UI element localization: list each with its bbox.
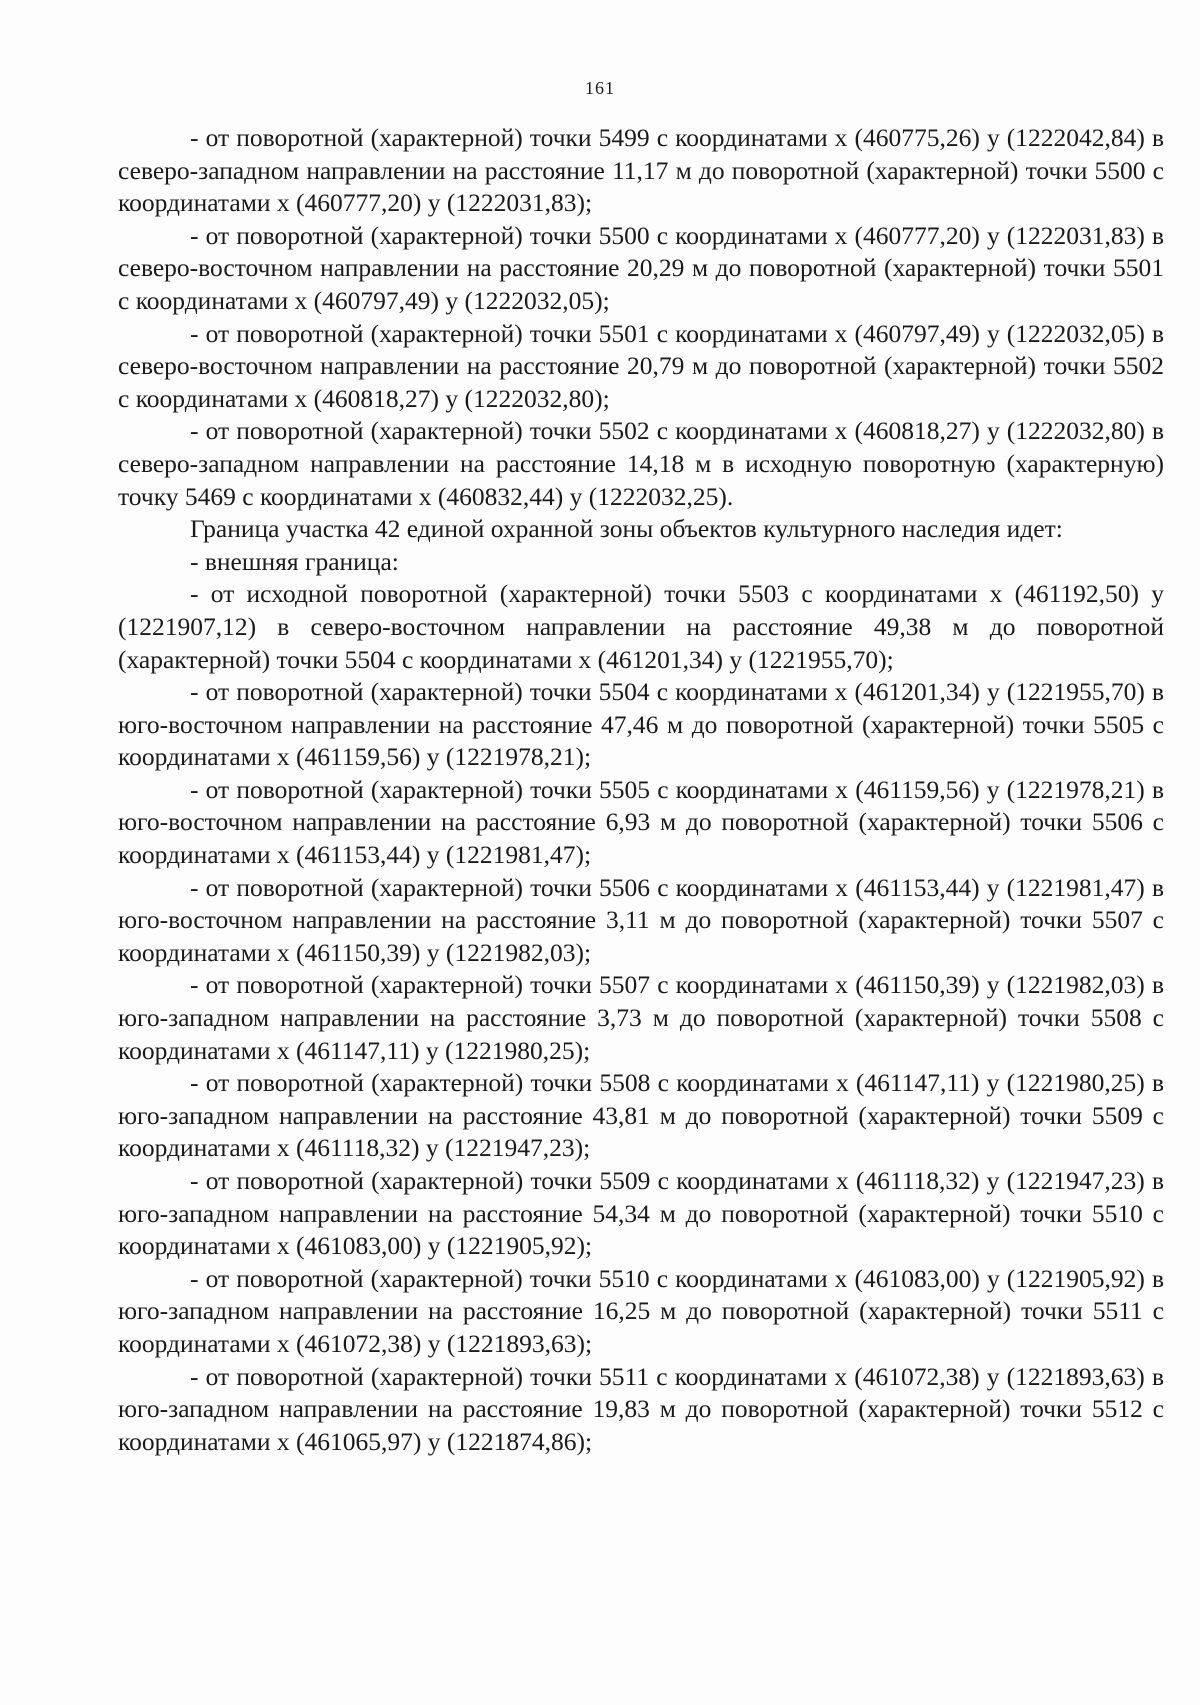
paragraph-point-5509: - от поворотной (характерной) точки 5509 с координатами x (461118,32) y (1221947,23) в юго-западном направлении на расстояние 54,34 м до поворотной (характерной) точки 5510 с координатами x (461083,00) y (1221905,92);	[118, 1166, 1164, 1261]
paragraph-section-42-heading: Граница участка 42 единой охранной зоны объектов культурного наследия идет:	[190, 514, 1063, 544]
document-body	[118, 122, 1164, 1458]
paragraph-point-5505: - от поворотной (характерной) точки 5505 с координатами x (461159,56) y (1221978,21) в юго-восточном направлении на расстояние 6,93 м до поворотной (характерной) точки 5506 с координатами x (461153,44) y (1221981,47);	[118, 774, 1164, 870]
paragraph-point-5504: - от поворотной (характерной) точки 5504 с координатами x (461201,34) y (1221955,70) в юго-восточном направлении на расстояние 47,46 м до поворотной (характерной) точки 5505 с координатами x (461159,56) y (1221978,21);	[118, 677, 1164, 772]
paragraph-point-5501: - от поворотной (характерной) точки 5501 с координатами x (460797,49) y (1222032,05) в северо-восточном направлении на расстояние 20,79 м до поворотной (характерной) точки 5502 с координатами x (460818,27) y (1222032,80);	[118, 318, 1164, 413]
paragraph-point-5508: - от поворотной (характерной) точки 5508 с координатами x (461147,11) y (1221980,25) в юго-западном направлении на расстояние 43,81 м до поворотной (характерной) точки 5509 с координатами x (461118,32) y (1221947,23);	[118, 1068, 1164, 1163]
paragraph-point-5511: - от поворотной (характерной) точки 5511 с координатами x (461072,38) y (1221893,63) в юго-западном направлении на расстояние 19,83 м до поворотной (характерной) точки 5512 с координатами x (461065,97) y (1221874,86);	[118, 1361, 1164, 1456]
paragraph-point-5510: - от поворотной (характерной) точки 5510 с координатами x (461083,00) y (1221905,92) в юго-западном направлении на расстояние 16,25 м до поворотной (характерной) точки 5511 с координатами x (461072,38) y (1221893,63);	[118, 1263, 1164, 1358]
paragraph-point-5502: - от поворотной (характерной) точки 5502 с координатами x (460818,27) y (1222032,80) в северо-западном направлении на расстояние 14,18 м в исходную поворотную (характерную) точку 5469 с координатами x (460832,44) y (1222032,25).	[118, 416, 1164, 511]
paragraph-point-5500: - от поворотной (характерной) точки 5500 с координатами x (460777,20) y (1222031,83) в северо-восточном направлении на расстояние 20,29 м до поворотной (характерной) точки 5501 с координатами x (460797,49) y (1222032,05);	[118, 220, 1164, 315]
paragraph-point-5499: - от поворотной (характерной) точки 5499 с координатами x (460775,26) y (1222042,84) в северо-западном направлении на расстояние 11,17 м до поворотной (характерной) точки 5500 с координатами x (460777,20) y (1222031,83);	[118, 123, 1164, 218]
paragraph-point-5506: - от поворотной (характерной) точки 5506 с координатами x (461153,44) y (1221981,47) в юго-восточном направлении на расстояние 3,11 м до поворотной (характерной) точки 5507 с координатами x (461150,39) y (1221982,03);	[118, 872, 1164, 967]
paragraph-point-5503: - от исходной поворотной (характерной) точки 5503 с координатами x (461192,50) y (1221907,12) в северо-восточном направлении на расстояние 49,38 м до поворотной (характерной) точки 5504 с координатами x (461201,34) y (1221955,70);	[118, 579, 1164, 674]
paragraph-outer-boundary: - внешняя граница:	[190, 546, 399, 576]
paragraph-point-5507: - от поворотной (характерной) точки 5507 с координатами x (461150,39) y (1221982,03) в юго-западном направлении на расстояние 3,73 м до поворотной (характерной) точки 5508 с координатами x (461147,11) y (1221980,25);	[118, 970, 1164, 1065]
page-number: 161	[585, 78, 615, 98]
